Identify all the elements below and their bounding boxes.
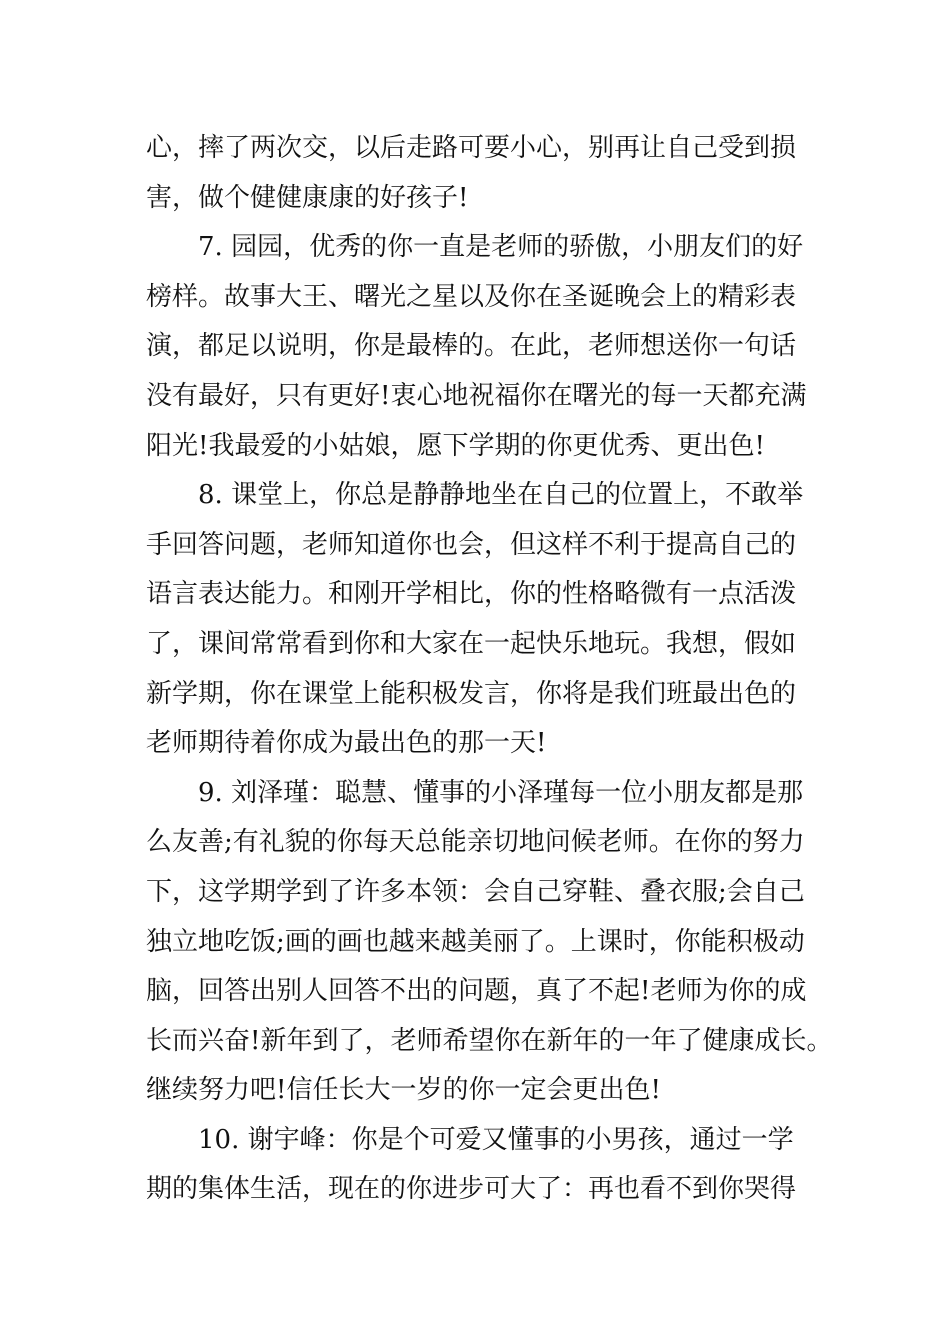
text-line: 10. 谢宇峰：你是个可爱又懂事的小男孩，通过一学 <box>198 1124 794 1155</box>
text-line: 害，做个健健康康的好孩子! <box>146 182 469 213</box>
text-line: 继续努力吧!信任长大一岁的你一定会更出色! <box>146 1075 661 1106</box>
text-line: 阳光!我最爱的小姑娘，愿下学期的你更优秀、更出色! <box>146 430 765 461</box>
text-line: 语言表达能力。和刚开学相比，你的性格略微有一点活泼 <box>146 579 797 610</box>
text-line: 长而兴奋!新年到了，老师希望你在新年的一年了健康成长。 <box>146 1025 833 1056</box>
text-line: 7. 园园，优秀的你一直是老师的骄傲，小朋友们的好 <box>198 232 804 263</box>
text-line: 8. 课堂上，你总是静静地坐在自己的位置上，不敢举 <box>198 480 804 511</box>
text-line: 下，这学期学到了许多本领：会自己穿鞋、叠衣服;会自己 <box>146 876 805 907</box>
text-line: 演，都足以说明，你是最棒的。在此，老师想送你一句话 <box>146 331 797 362</box>
text-line: 新学期，你在课堂上能积极发言，你将是我们班最出色的 <box>146 678 797 709</box>
text-line: 没有最好，只有更好!衷心地祝福你在曙光的每一天都充满 <box>146 380 807 411</box>
text-line: 老师期待着你成为最出色的那一天! <box>146 728 547 759</box>
text-line: 么友善;有礼貌的你每天总能亲切地问候老师。在你的努力 <box>146 827 805 858</box>
document-body <box>146 124 836 1215</box>
text-line: 手回答问题，老师知道你也会，但这样不利于提高自己的 <box>146 529 797 560</box>
text-line: 9. 刘泽瑾：聪慧、懂事的小泽瑾每一位小朋友都是那 <box>198 777 804 808</box>
text-line: 脑，回答出别人回答不出的问题，真了不起!老师为你的成 <box>146 976 807 1007</box>
text-line: 榜样。故事大王、曙光之星以及你在圣诞晚会上的精彩表 <box>146 281 797 312</box>
text-line: 心，摔了两次交，以后走路可要小心，别再让自己受到损 <box>146 133 797 163</box>
text-line: 了，课间常常看到你和大家在一起快乐地玩。我想，假如 <box>146 628 797 659</box>
text-line: 期的集体生活，现在的你进步可大了：再也看不到你哭得 <box>146 1174 797 1205</box>
text-line: 独立地吃饭;画的画也越来越美丽了。上课时，你能积极动 <box>146 926 805 957</box>
